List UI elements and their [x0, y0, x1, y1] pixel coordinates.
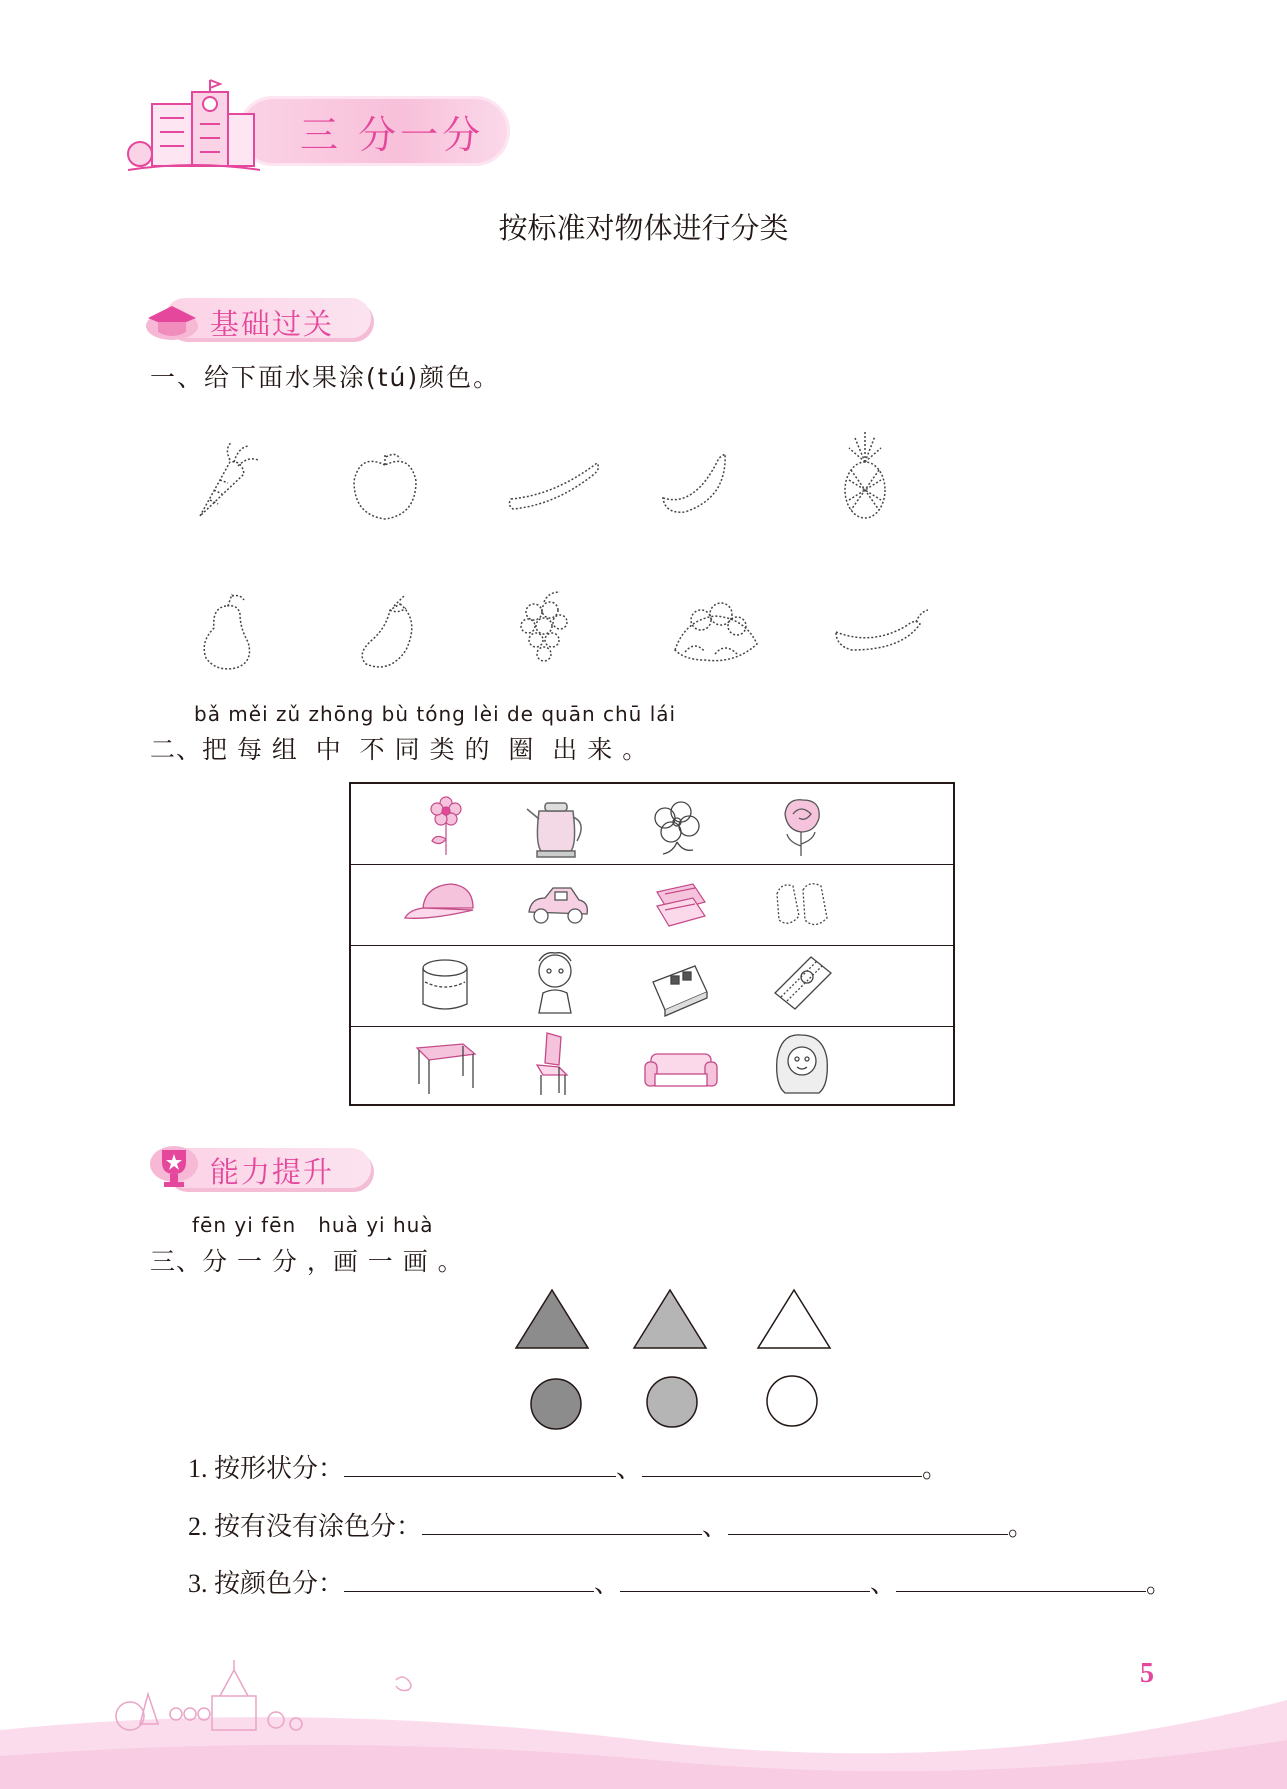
girl-doll-icon[interactable] — [767, 1029, 837, 1099]
graduation-cap-icon — [144, 296, 200, 344]
classification-table — [349, 782, 955, 1106]
circle-light — [644, 1374, 700, 1430]
flower2-icon[interactable] — [641, 792, 711, 862]
toy-car-icon[interactable] — [523, 872, 593, 942]
circle-dark — [528, 1376, 584, 1432]
answer-label-shape: 1. 按形状分： — [188, 1454, 345, 1483]
triangle-white — [754, 1286, 834, 1352]
triangle-light — [630, 1286, 710, 1352]
answer-blank[interactable] — [728, 1512, 1008, 1535]
cauliflower-icon — [665, 590, 765, 670]
page-number: 5 — [1140, 1658, 1154, 1689]
book-icon[interactable] — [645, 952, 715, 1022]
separator: 、 — [616, 1454, 643, 1483]
table-icon[interactable] — [411, 1032, 481, 1102]
period: 。 — [1008, 1512, 1035, 1541]
separator: 、 — [594, 1569, 621, 1598]
pineapple-icon — [835, 430, 895, 522]
answer-label-colored: 2. 按有没有涂色分： — [188, 1512, 423, 1541]
period: 。 — [1146, 1569, 1173, 1598]
answer-blank[interactable] — [344, 1569, 594, 1592]
chapter-title: 三 分一分 — [300, 113, 485, 157]
answer-blank[interactable] — [344, 1454, 616, 1477]
answer-blank[interactable] — [896, 1569, 1146, 1592]
answer-blank[interactable] — [620, 1569, 870, 1592]
q1-title: 一、给下面水果涂(tú)颜色。 — [150, 363, 501, 392]
flower-icon[interactable] — [411, 789, 481, 859]
notebook-icon[interactable] — [767, 949, 837, 1019]
banana-icon — [655, 448, 735, 518]
scarf-icon[interactable] — [645, 872, 715, 942]
cucumber-icon — [505, 455, 605, 515]
separator: 、 — [702, 1512, 729, 1541]
period: 。 — [922, 1454, 949, 1483]
answer-line-color — [188, 1563, 1172, 1600]
q3-pinyin: fēn yi fēn huà yi huà — [192, 1213, 434, 1237]
grapes-icon — [508, 588, 582, 672]
answer-line-shape — [188, 1448, 948, 1485]
kettle-icon[interactable] — [521, 789, 591, 859]
school-building-icon — [124, 74, 264, 178]
chili-pepper-icon — [832, 606, 932, 656]
answer-blank[interactable] — [642, 1454, 922, 1477]
section-advanced-title: 能力提升 — [210, 1155, 335, 1189]
drum-icon[interactable] — [411, 952, 481, 1022]
cap-icon[interactable] — [401, 870, 485, 940]
gloves-icon[interactable] — [767, 872, 837, 942]
answer-line-colored — [188, 1506, 1034, 1543]
q2-title: 二、把 每 组 中 不 同 类 的 圈 出 来 。 — [150, 735, 649, 764]
page-subtitle: 按标准对物体进行分类 — [498, 211, 789, 245]
section-basic-title: 基础过关 — [210, 307, 335, 341]
q3-title: 三、分 一 分 ，画 一 画 。 — [150, 1247, 464, 1276]
triangle-dark — [512, 1286, 592, 1352]
circle-white — [764, 1373, 820, 1429]
footer-decoration — [0, 1660, 1287, 1789]
answer-blank[interactable] — [422, 1512, 702, 1535]
apple-icon — [348, 445, 422, 529]
chair-icon[interactable] — [519, 1029, 589, 1099]
sofa-icon[interactable] — [641, 1036, 721, 1106]
eggplant-icon — [350, 590, 424, 674]
rose-icon[interactable] — [767, 790, 837, 860]
carrot-icon — [190, 440, 264, 524]
answer-label-color: 3. 按颜色分： — [188, 1569, 345, 1598]
doll-icon[interactable] — [521, 949, 591, 1019]
q2-pinyin: bǎ měi zǔ zhōng bù tóng lèi de quān chū lái — [194, 702, 677, 726]
pear-icon — [192, 588, 266, 672]
separator: 、 — [870, 1569, 897, 1598]
trophy-icon — [146, 1142, 202, 1190]
